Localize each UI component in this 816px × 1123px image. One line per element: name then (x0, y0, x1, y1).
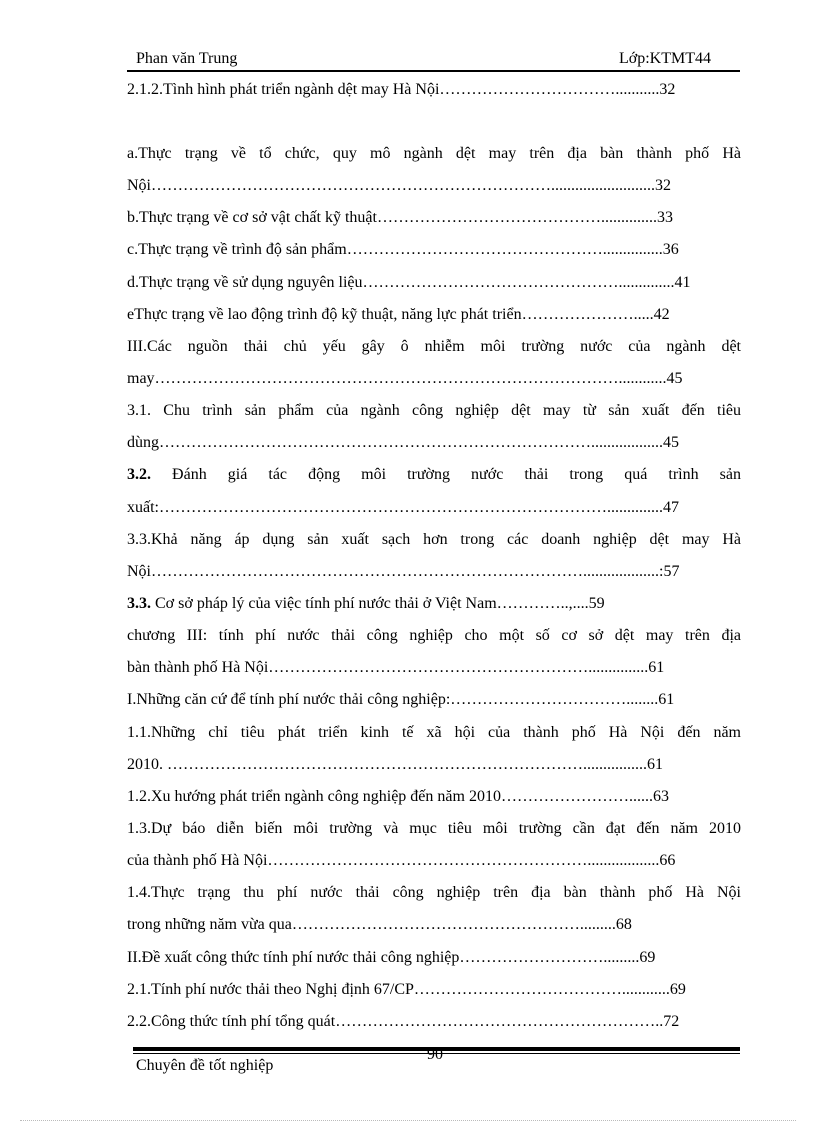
toc-entry: bàn thành phố Hà Nội……………………………………………………...............61 (127, 659, 665, 676)
toc-entry: may……………………………………………………………………………............45 (127, 370, 683, 387)
toc-entry: 3.3.Khả năng áp dụng sản xuất sạch hơn trong các doanh nghiệp dệt may Hà (127, 531, 741, 548)
footer-doc-type: Chuyên đề tốt nghiệp (136, 1057, 274, 1074)
toc-entry: III.Các nguồn thải chủ yếu gây ô nhiễm môi trường nước của ngành dệt (127, 338, 741, 355)
toc-entry: 1.1.Những chỉ tiêu phát triển kinh tế xã hội của thành phố Hà Nội đến năm (127, 724, 741, 741)
toc-entry: b.Thực trạng về cơ sở vật chất kỹ thuật……………………………………..............33 (127, 209, 673, 226)
toc-entry: dùng………………………………………………………………………..................45 (127, 434, 679, 451)
toc-entry: 3.2. Đánh giá tác động môi trường nước thải trong quá trình sản (127, 466, 741, 483)
page-number: 90 (427, 1046, 443, 1063)
toc-entry: Nội…………………………………………………………………..........................32 (127, 177, 671, 194)
toc-entry: a.Thực trạng về tổ chức, quy mô ngành dệt may trên địa bàn thành phố Hà (127, 145, 741, 162)
toc-entry: 2.2.Công thức tính phí tổng quát……………………………………………………..72 (127, 1013, 680, 1030)
header-author: Phan văn Trung (136, 50, 238, 67)
toc-entry: I.Những căn cứ để tính phí nước thải công nghiệp:……………………………........61 (127, 691, 675, 708)
toc-entry: 2.1.2.Tình hình phát triển ngành dệt may Hà Nội……………………………...........32 (127, 81, 676, 98)
toc-entry: trong những năm vừa qua……………………………………………….........68 (127, 916, 632, 933)
toc-entry: II.Đề xuất công thức tính phí nước thải công nghiệp……………………….........69 (127, 949, 656, 966)
toc-entry: d.Thực trạng về sử dụng nguyên liệu…………………………………………..............41 (127, 274, 691, 291)
page-edge (20, 1120, 796, 1121)
toc-entry: eThực trạng về lao động trình độ kỹ thuật, năng lực phát triển………………….....42 (127, 306, 670, 323)
header-rule (127, 70, 740, 72)
toc-entry: chương III: tính phí nước thải công nghiệp cho một số cơ sở dệt may trên địa (127, 627, 741, 644)
header-class: Lớp:KTMT44 (619, 50, 712, 67)
toc-entry: của thành phố Hà Nội……………………………………………………..................66 (127, 852, 676, 869)
toc-entry: xuất:…………………………………………………………………………..............47 (127, 499, 679, 516)
toc-entry: 3.3. Cơ sở pháp lý của việc tính phí nước thải ở Việt Nam…………..,....59 (127, 595, 605, 612)
toc-entry: 1.2.Xu hướng phát triển ngành công nghiệp đến năm 2010……………………......63 (127, 788, 669, 805)
toc-entry: 1.3.Dự báo diễn biến môi trường và mục tiêu môi trường cần đạt đến năm 2010 (127, 820, 741, 837)
toc-entry: 2.1.Tính phí nước thải theo Nghị định 67/CP…………………………………............69 (127, 981, 686, 998)
toc-entry: 2010. ……………………………………………………………………................61 (127, 756, 663, 773)
toc-entry: c.Thực trạng về trình độ sản phẩm…………………………………………...............36 (127, 241, 679, 258)
toc-entry: Nội………………………………………………………………………...................:57 (127, 563, 680, 580)
toc-entry: 3.1. Chu trình sản phẩm của ngành công nghiệp dệt may từ sản xuất đến tiêu (127, 402, 741, 419)
toc-entry: 1.4.Thực trạng thu phí nước thải công nghiệp trên địa bàn thành phố Hà Nội (127, 884, 741, 901)
